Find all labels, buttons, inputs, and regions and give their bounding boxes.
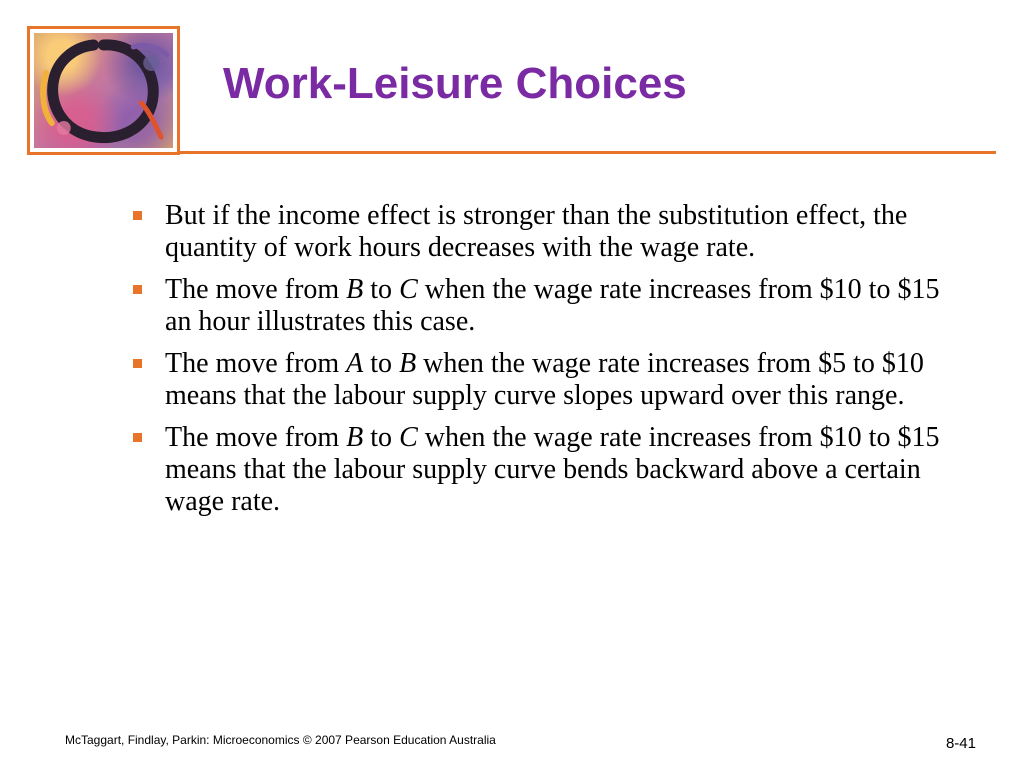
bullet-text: The move from <box>165 422 347 453</box>
bullet-text: to <box>363 422 400 453</box>
point-label: B <box>399 348 417 379</box>
bullet-text: The move from <box>165 348 347 379</box>
bullet-text: But if the income effect is stronger than the substitution effect, the quantity of work hours decreases with the wage rate. <box>165 200 908 263</box>
point-label: B <box>346 422 364 453</box>
bullet-text: to <box>363 274 400 305</box>
bullet-item <box>130 348 970 412</box>
title-divider <box>180 151 996 154</box>
bullet-text: when the wage rate increases from $10 to $15 means that the labour supply curve bends backward above a certain wage rate. <box>165 422 940 517</box>
point-label: B <box>346 274 364 305</box>
bullet-text: when the wage rate increases from $10 to $15 an hour illustrates this case. <box>165 274 940 337</box>
slide-title: Work-Leisure Choices <box>223 59 687 108</box>
slide-logo <box>27 26 180 155</box>
point-label: C <box>399 422 418 453</box>
bullet-item <box>130 274 970 338</box>
square-bullet-icon <box>133 211 142 220</box>
footer-citation: McTaggart, Findlay, Parkin: Microeconomics © 2007 Pearson Education Australia <box>65 733 496 747</box>
square-bullet-icon <box>133 433 142 442</box>
point-label: A <box>346 348 364 379</box>
bullet-text: The move from <box>165 274 347 305</box>
bullet-text: when the wage rate increases from $5 to $10 means that the labour supply curve slopes upward over this range. <box>165 348 924 411</box>
page-number: 8-41 <box>945 735 976 752</box>
point-label: C <box>399 274 418 305</box>
square-bullet-icon <box>133 285 142 294</box>
square-bullet-icon <box>133 359 142 368</box>
bullet-item <box>130 422 970 518</box>
abstract-art-logo-icon <box>34 33 173 148</box>
bullet-text: to <box>363 348 400 379</box>
bullet-item <box>130 200 970 264</box>
bullet-list <box>130 200 970 528</box>
